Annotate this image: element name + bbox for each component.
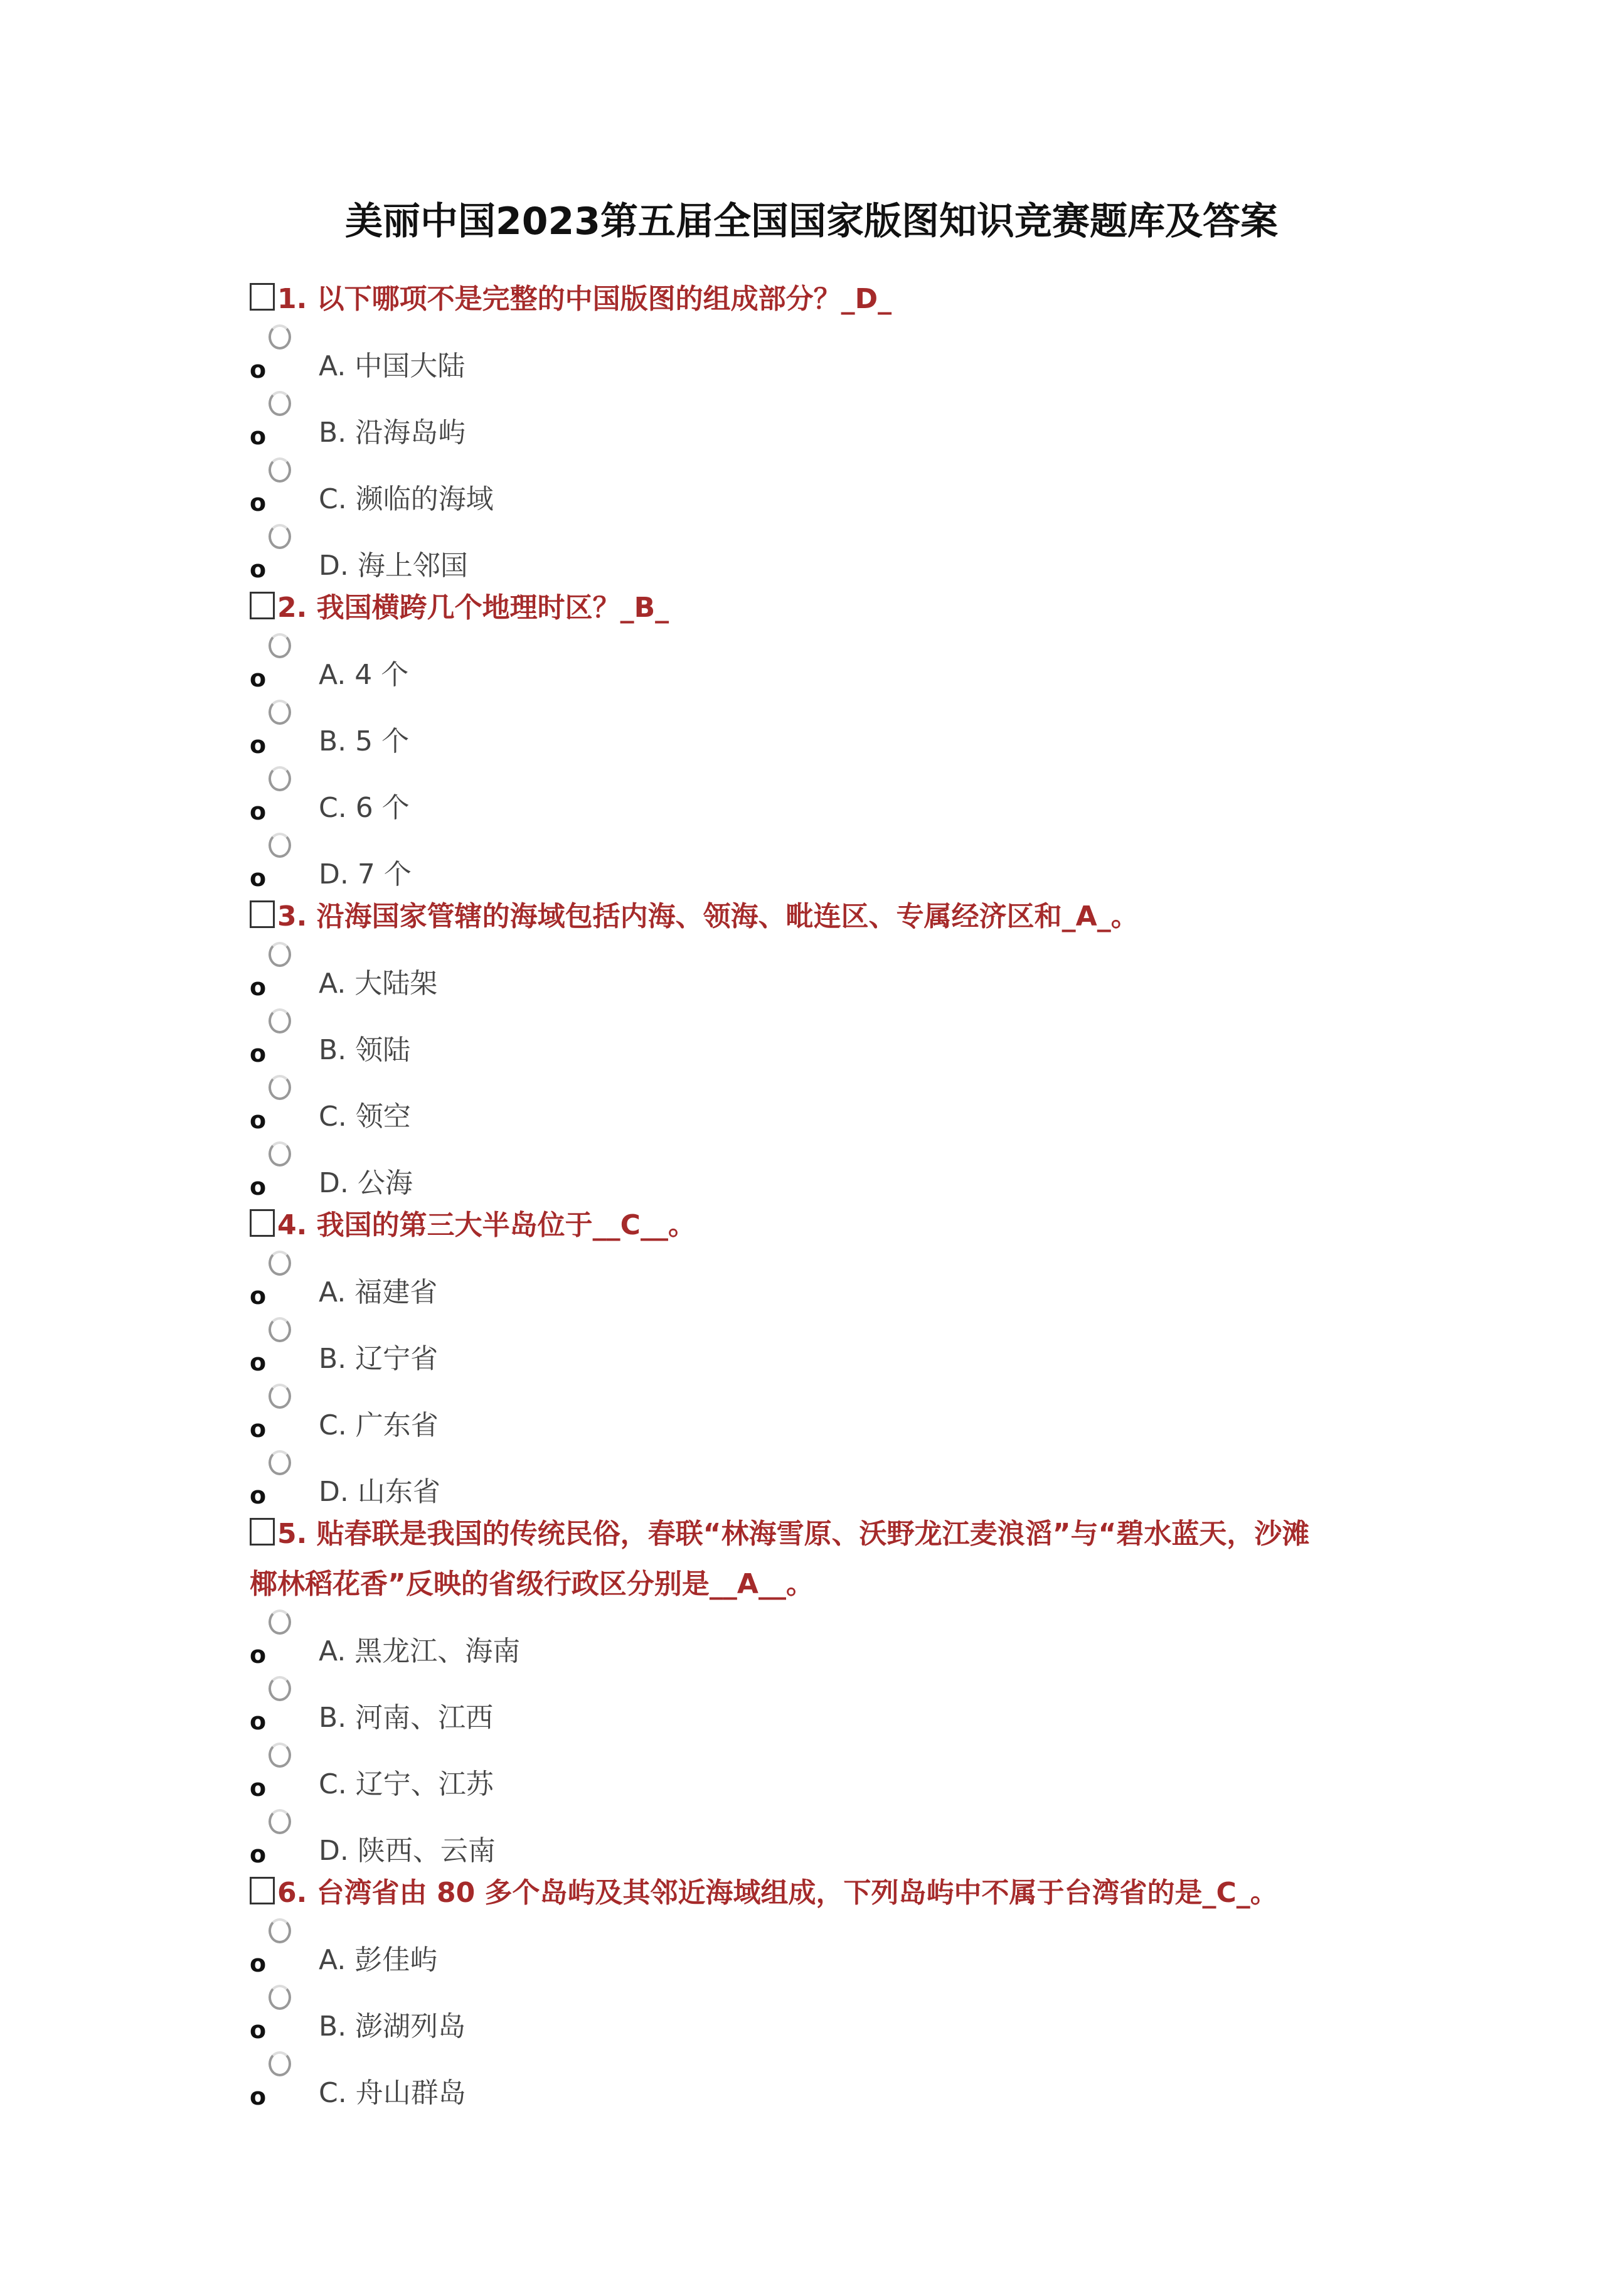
- checkbox-icon[interactable]: [250, 900, 275, 928]
- option-label: D. 海上邻国: [319, 550, 468, 582]
- bullet-icon: o: [250, 973, 267, 1001]
- bullet-icon: o: [250, 2083, 267, 2110]
- radio-button-icon[interactable]: [269, 1809, 291, 1834]
- radio-button-icon[interactable]: [269, 1450, 291, 1475]
- radio-button-icon[interactable]: [269, 1384, 291, 1409]
- bullet-icon: o: [250, 1282, 267, 1310]
- radio-button-icon[interactable]: [269, 700, 291, 725]
- question-2: [250, 583, 669, 633]
- document-title: 美丽中国2023第五届全国国家版图知识竞赛题库及答案: [345, 200, 1278, 243]
- option-label: A. 大陆架: [319, 968, 438, 1000]
- question-1: [250, 274, 891, 324]
- radio-button-icon[interactable]: [269, 1008, 291, 1033]
- checkbox-icon[interactable]: [250, 283, 275, 311]
- checkbox-icon[interactable]: [250, 1209, 275, 1237]
- option-label: A. 4 个: [319, 659, 409, 691]
- option-label: C. 濒临的海域: [319, 483, 494, 515]
- bullet-icon: o: [250, 422, 267, 450]
- bullet-icon: o: [250, 1774, 267, 1802]
- radio-button-icon[interactable]: [269, 1676, 291, 1701]
- question-6: [250, 1868, 1278, 1918]
- radio-button-icon[interactable]: [269, 1985, 291, 2010]
- bullet-icon: o: [250, 356, 267, 383]
- bullet-icon: o: [250, 665, 267, 692]
- radio-button-icon[interactable]: [269, 1743, 291, 1768]
- option-label: D. 7 个: [319, 858, 412, 890]
- bullet-icon: o: [250, 798, 267, 825]
- bullet-icon: o: [250, 1173, 267, 1200]
- option-label: C. 广东省: [319, 1409, 439, 1441]
- option-label: A. 中国大陆: [319, 350, 466, 382]
- radio-button-icon[interactable]: [269, 1317, 291, 1342]
- option-label: D. 山东省: [319, 1476, 440, 1508]
- option-label: B. 5 个: [319, 725, 410, 757]
- bullet-icon: o: [250, 1040, 267, 1067]
- question-text-continued: 椰林稻花香”反映的省级行政区分别是__A__。: [250, 1568, 814, 1600]
- bullet-icon: o: [250, 1950, 267, 1977]
- radio-button-icon[interactable]: [269, 1075, 291, 1100]
- checkbox-icon[interactable]: [250, 1877, 275, 1904]
- bullet-icon: o: [250, 1482, 267, 1509]
- question-text: 5. 贴春联是我国的传统民俗，春联“林海雪原、沃野龙江麦浪滔”与“碧水蓝天，沙滩: [277, 1518, 1310, 1550]
- option-label: B. 领陆: [319, 1034, 411, 1066]
- question-text: 3. 沿海国家管辖的海域包括内海、领海、毗连区、专属经济区和_A_。: [277, 900, 1139, 932]
- question-4: [250, 1200, 696, 1251]
- question-5: [250, 1509, 1309, 1610]
- radio-button-icon[interactable]: [269, 457, 291, 483]
- radio-button-icon[interactable]: [269, 833, 291, 858]
- checkbox-icon[interactable]: [250, 1518, 275, 1546]
- option-label: D. 公海: [319, 1167, 413, 1199]
- radio-button-icon[interactable]: [269, 1251, 291, 1276]
- bullet-icon: o: [250, 1106, 267, 1134]
- question-text: 2. 我国横跨几个地理时区？_B_: [277, 592, 669, 624]
- bullet-icon: o: [250, 1707, 267, 1735]
- radio-button-icon[interactable]: [269, 2051, 291, 2076]
- checkbox-icon[interactable]: [250, 592, 275, 619]
- bullet-icon: o: [250, 489, 267, 516]
- radio-button-icon[interactable]: [269, 391, 291, 416]
- bullet-icon: o: [250, 1641, 267, 1669]
- option-label: C. 领空: [319, 1101, 411, 1133]
- radio-button-icon[interactable]: [269, 942, 291, 967]
- radio-button-icon[interactable]: [269, 1141, 291, 1167]
- bullet-icon: o: [250, 2016, 267, 2044]
- option-label: B. 辽宁省: [319, 1343, 439, 1375]
- question-3: [250, 892, 1139, 942]
- radio-button-icon[interactable]: [269, 324, 291, 350]
- option-label: B. 河南、江西: [319, 1702, 494, 1734]
- bullet-icon: o: [250, 1415, 267, 1443]
- option-label: A. 彭佳屿: [319, 1944, 438, 1976]
- option-label: A. 黑龙江、海南: [319, 1635, 521, 1667]
- option-label: C. 舟山群岛: [319, 2077, 466, 2109]
- option-label: D. 陕西、云南: [319, 1835, 496, 1867]
- bullet-icon: o: [250, 555, 267, 583]
- bullet-icon: o: [250, 1348, 267, 1376]
- option-label: A. 福建省: [319, 1276, 438, 1308]
- radio-button-icon[interactable]: [269, 1610, 291, 1635]
- option-label: C. 6 个: [319, 792, 410, 824]
- option-label: B. 沿海岛屿: [319, 417, 466, 449]
- question-text: 6. 台湾省由 80 多个岛屿及其邻近海域组成，下列岛屿中不属于台湾省的是_C_。: [277, 1877, 1278, 1909]
- question-text: 4. 我国的第三大半岛位于__C__。: [277, 1209, 696, 1241]
- bullet-icon: o: [250, 1840, 267, 1868]
- option-label: C. 辽宁、江苏: [319, 1768, 494, 1800]
- bullet-icon: o: [250, 864, 267, 892]
- radio-button-icon[interactable]: [269, 1918, 291, 1943]
- option-label: B. 澎湖列岛: [319, 2010, 466, 2042]
- radio-button-icon[interactable]: [269, 633, 291, 658]
- bullet-icon: o: [250, 731, 267, 759]
- question-text: 1. 以下哪项不是完整的中国版图的组成部分？_D_: [277, 283, 892, 315]
- radio-button-icon[interactable]: [269, 766, 291, 791]
- radio-button-icon[interactable]: [269, 524, 291, 549]
